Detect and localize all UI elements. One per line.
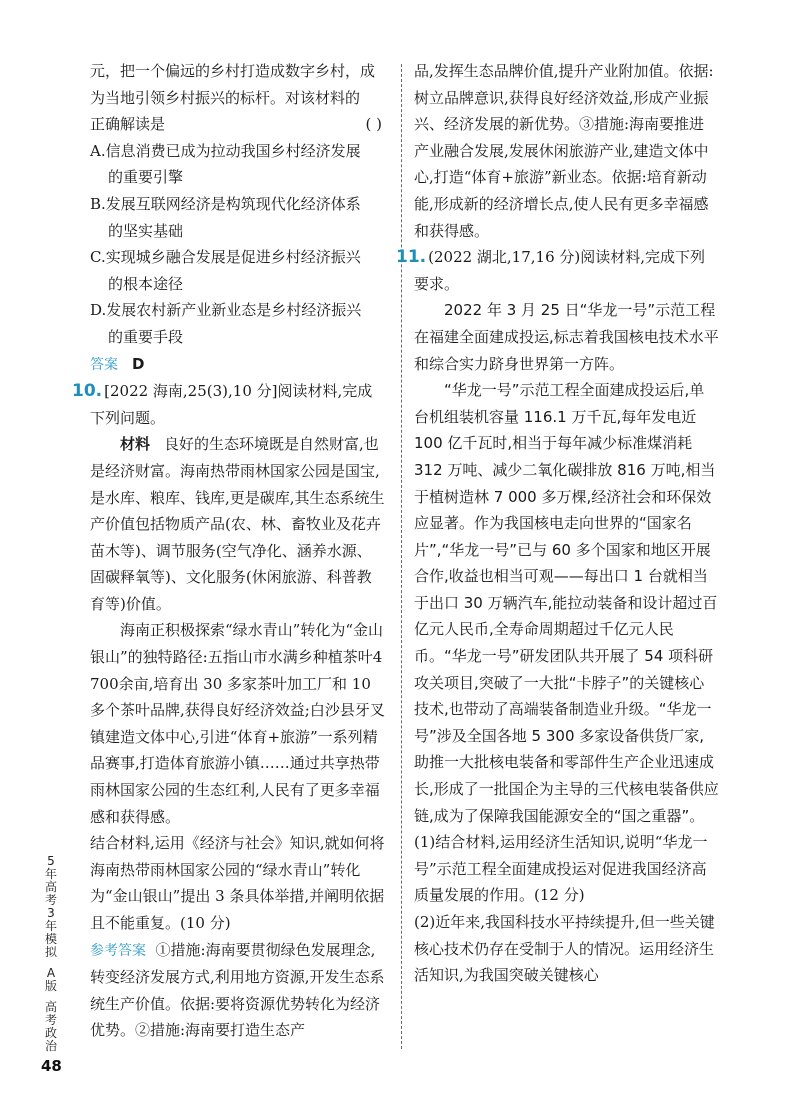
answer-line <box>90 351 386 379</box>
option-c-rest: 的根本途径 <box>108 274 184 293</box>
series-char: 年 <box>44 867 57 881</box>
q11-header-text: (2022 湖北,17,16 分)阅读材料,完成下列要求。 <box>414 248 706 293</box>
option-b-rest: 的坚实基础 <box>108 221 184 240</box>
q10-header <box>72 378 386 431</box>
option-a-rest: 的重要引擎 <box>108 168 184 187</box>
q9-line-1: 元，把一个偏远的乡村打造成数字乡村，成 <box>90 62 376 80</box>
q10-header-text: [2022 海南,25(3),10 分]阅读材料,完成下列问题。 <box>90 382 373 427</box>
q11-material-p2: “华龙一号”示范工程全面建成投运后,单台机组装机容量 116.1 万千瓦,每年发电近 100 亿千瓦时,相当于每年减少标准煤消耗 312 万吨、减少二氧化碳排放 816 万吨,相当于植树造林 7 000 多万棵,经济社会和环保效应显著。作为我国核电走向世界的“国家名片”,“华龙一号”已与 60 多个国家和地区开展合作,收益也相当可观——每出口 1 台就相当于出口 30 万辆汽车,能拉动装备和设计超过百亿元人民币,全寿命周期超过千亿元人民币。“华龙一号”研发团队共开展了 54 项科研攻关项目,突破了一大批“卡脖子”的关键核心技术,也带动了高端装备制造业升级。“华龙一号”涉及全国各地 5 300 多家设备供货厂家,助推一大批核电装备和零部件生产企业迅速成长,形成了一批国企为主导的三代核电装备供应链,成为了保障我国能源安全的“国之重器”。 <box>414 381 719 825</box>
q10-material-p2: 海南正积极探索“绿水青山”转化为“金山银山”的独特路径:五指山市水满乡种植茶叶4 700余亩,培育出 30 多家茶叶加工厂和 10 多个茶叶品牌,获得良好经济效益;白沙县牙叉镇建造文体中心,引进“体育+旅游”一系列精品赛事,打造体育旅游小镇……通过共享热带雨林国家公园的生态红利,人民有了更多幸福感和获得感。 <box>90 621 385 826</box>
q9-line-2: 为当地引领乡村振兴的标杆。对该材料的 <box>90 88 361 107</box>
series-char: 拟 <box>44 945 57 959</box>
reference-answer-label: 参考答案 <box>90 942 146 959</box>
left-column <box>72 58 386 1044</box>
q11-header <box>396 244 719 297</box>
q9-line-3 <box>90 111 386 138</box>
edition-char: A <box>46 966 56 980</box>
reference-answer-text: ①措施:海南要贯彻绿色发展理念,转变经济发展方式,利用地方资源,开发生态系统生产价值。依据:要将资源优势转化为经济优势。②措施:海南要打造生态产 <box>90 940 385 1040</box>
series-char: 模 <box>44 932 57 946</box>
answer-label: 答案 <box>90 356 118 373</box>
option-c-first: C.实现城乡融合发展是促进乡村经济振兴 <box>90 248 361 267</box>
q10-reference-answer <box>90 937 386 1044</box>
q11-sub-question-1: (1)结合材料,运用经济生活知识,说明“华龙一号”示范工程全面建成投运对促进我国经济高质量发展的作用。(12 分) <box>414 833 708 905</box>
q10-material-p1 <box>90 431 386 617</box>
option-d-first: D.发展农村新产业新业态是乡村经济振兴 <box>90 301 362 320</box>
option-a <box>90 138 386 191</box>
answer-paren: ( ) <box>365 115 382 134</box>
material-label: 材料 <box>120 435 151 454</box>
series-char: 5 <box>47 854 55 868</box>
option-b-first: B.发展互联网经济是构筑现代化经济体系 <box>90 194 361 213</box>
q10-number: 10. <box>72 381 103 402</box>
subject-char: 考 <box>44 1013 57 1027</box>
option-d <box>90 297 386 350</box>
series-char: 年 <box>44 919 57 933</box>
option-d-rest: 的重要手段 <box>108 327 184 346</box>
q10-task: 结合材料,运用《经济与社会》知识,就如何将海南热带雨林国家公园的“绿水青山”转化为“金山银山”提出 3 条具体举措,并阐明依据且不能重复。(10 分) <box>90 834 385 932</box>
subject-char: 高 <box>44 1000 57 1014</box>
series-char: 高 <box>44 880 57 894</box>
subject-char: 政 <box>44 1026 57 1040</box>
series-char: 考 <box>44 893 57 907</box>
q11-sub-question-2: (2)近年来,我国科技水平持续提升,但一些关键核心技术仍存在受制于人的情况。运用经济生活知识,为我国突破关键核心 <box>414 913 715 985</box>
q11-material-p1: 2022 年 3 月 25 日“华龙一号”示范工程在福建全面建成投运,标志着我国核电技术水平和综合实力跻身世界第一方阵。 <box>414 301 719 373</box>
option-b <box>90 191 386 244</box>
answer-value: D <box>132 354 145 373</box>
q11-number: 11. <box>396 247 427 268</box>
option-a-first: A.信息消费已成为拉动我国乡村经济发展 <box>90 141 361 160</box>
side-series-label <box>40 855 62 1053</box>
material-p1-text: 良好的生态环境既是自然财富,也是经济财富。海南热带雨林国家公园是国宝,是水库、粮库、钱库,更是碳库,其生态系统生产价值包括物质产品(农、林、畜牧业及花卉苗木等)、调节服务(空气净化、涵养水源、固碳释氧等)、文化服务(休闲旅游、科普教育等)价值。 <box>90 435 385 613</box>
right-column <box>396 58 719 989</box>
column-divider <box>401 64 402 1049</box>
option-c <box>90 244 386 297</box>
subject-char: 治 <box>44 1039 57 1053</box>
page-number: 48 <box>41 1057 62 1075</box>
q9-stem-end: 正确解读是 <box>90 115 166 134</box>
edition-char: 版 <box>44 979 57 993</box>
series-char: 3 <box>47 906 55 920</box>
reference-answer-continued: 品,发挥生态品牌价值,提升产业附加值。依据:树立品牌意识,获得良好经济效益,形成产业振兴、经济发展的新优势。③措施:海南要推进产业融合发展,发展休闲旅游产业,建造文体中心,打造“体育+旅游”新业态。依据:培育新动能,形成新的经济增长点,使人民有更多幸福感和获得感。 <box>414 62 714 240</box>
